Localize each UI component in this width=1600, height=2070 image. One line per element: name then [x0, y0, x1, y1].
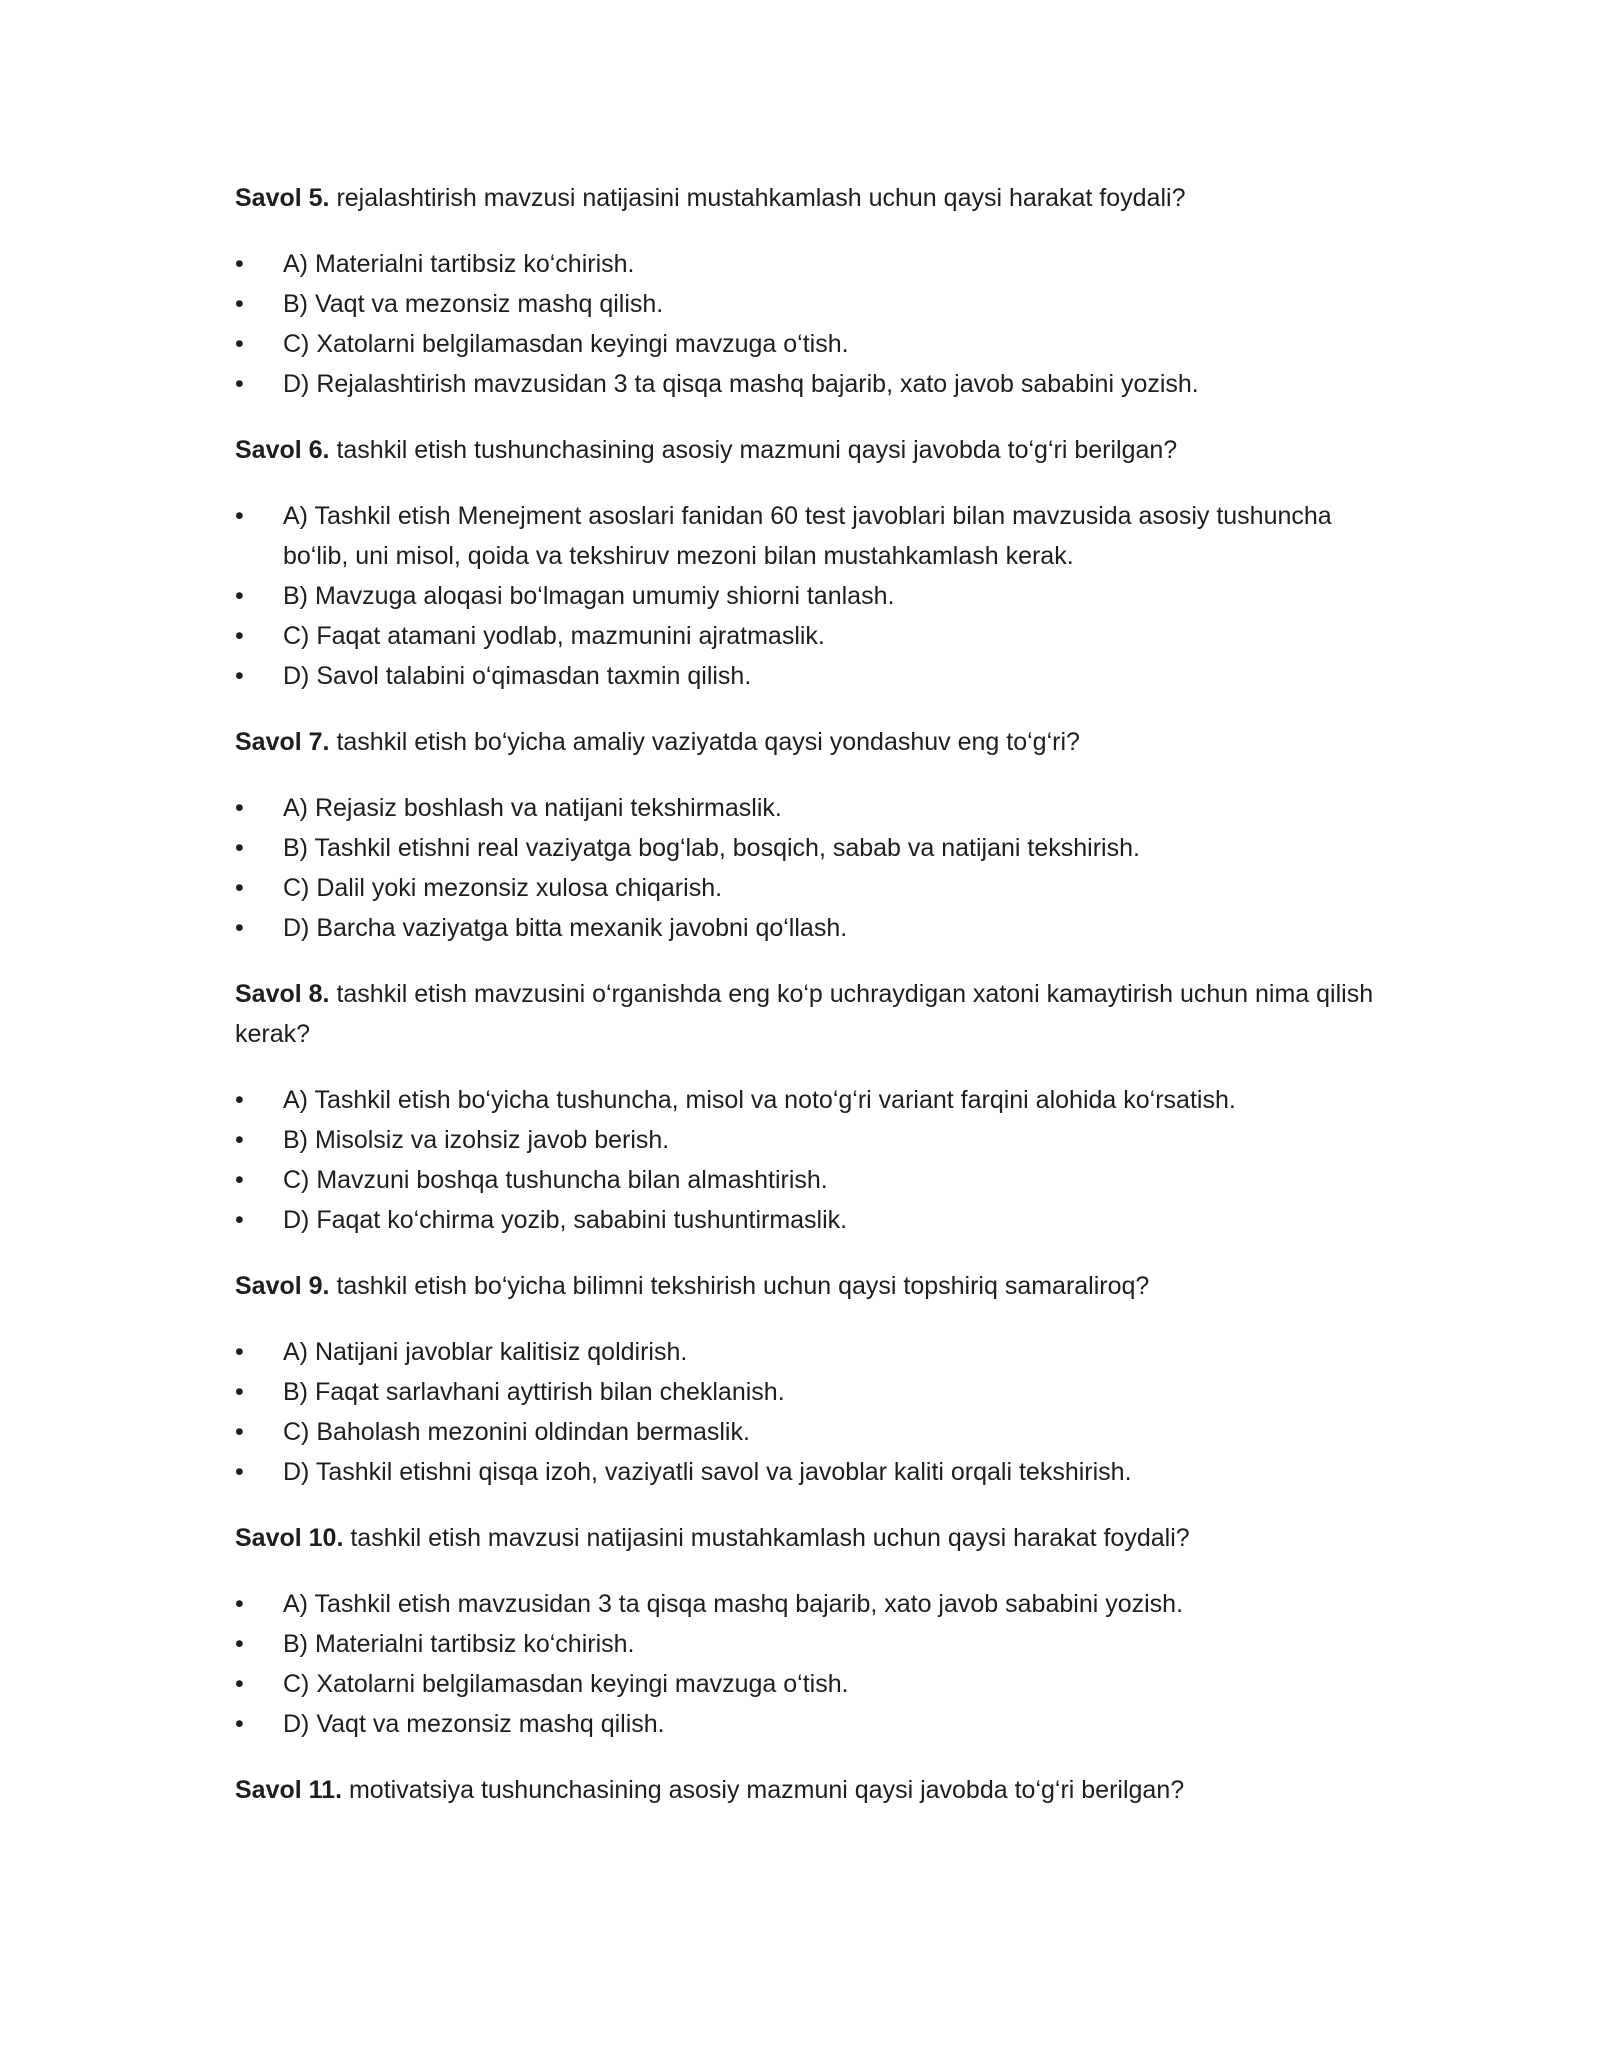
bullet-icon: • [235, 1206, 244, 1234]
answer-options-list [235, 788, 1385, 948]
answer-option-text: A) Materialni tartibsiz ko‘chirish. [283, 250, 635, 278]
bullet-icon: • [235, 1418, 244, 1446]
document-page [235, 178, 1385, 1836]
bullet-icon: • [235, 1338, 244, 1366]
question-label: Savol 7. [235, 728, 330, 756]
answer-option [235, 1120, 1385, 1160]
bullet-icon: • [235, 794, 244, 822]
answer-option-text: D) Barcha vaziyatga bitta mexanik javobni qo‘llash. [283, 914, 848, 942]
bullet-icon: • [235, 1590, 244, 1618]
answer-options-list [235, 244, 1385, 404]
question-body: tashkil etish mavzusini o‘rganishda eng ko‘p uchraydigan xatoni kamaytirish uchun nima qilish kerak? [235, 980, 1374, 1048]
question-label: Savol 11. [235, 1776, 343, 1804]
answer-option-text: B) Faqat sarlavhani ayttirish bilan cheklanish. [283, 1378, 785, 1406]
bullet-icon: • [235, 662, 244, 690]
bullet-icon: • [235, 370, 244, 398]
answer-option-text: A) Tashkil etish Menejment asoslari fanidan 60 test javoblari bilan mavzusida asosiy tushuncha bo‘lib, uni misol, qoida va tekshiruv mezoni bilan mustahkamlash kerak. [283, 502, 1332, 570]
answer-option [235, 324, 1385, 364]
bullet-icon: • [235, 1670, 244, 1698]
answer-option-text: C) Baholash mezonini oldindan bermaslik. [283, 1418, 750, 1446]
answer-option [235, 364, 1385, 404]
bullet-icon: • [235, 914, 244, 942]
answer-option [235, 496, 1385, 576]
bullet-icon: • [235, 1458, 244, 1486]
answer-option-text: C) Dalil yoki mezonsiz xulosa chiqarish. [283, 874, 723, 902]
answer-options-list [235, 1584, 1385, 1744]
bullet-icon: • [235, 622, 244, 650]
answer-option [235, 1332, 1385, 1372]
answer-option [235, 576, 1385, 616]
answer-option-text: D) Vaqt va mezonsiz mashq qilish. [283, 1710, 665, 1738]
bullet-icon: • [235, 250, 244, 278]
answer-option-text: B) Misolsiz va izohsiz javob berish. [283, 1126, 670, 1154]
bullet-icon: • [235, 1378, 244, 1406]
answer-option [235, 828, 1385, 868]
bullet-icon: • [235, 502, 244, 530]
answer-option-text: D) Tashkil etishni qisqa izoh, vaziyatli savol va javoblar kaliti orqali tekshirish. [283, 1458, 1132, 1486]
answer-option [235, 1624, 1385, 1664]
question-text [235, 1518, 1385, 1558]
answer-options-list [235, 1080, 1385, 1240]
question-text [235, 430, 1385, 470]
answer-option [235, 908, 1385, 948]
question-body: rejalashtirish mavzusi natijasini mustahkamlash uchun qaysi harakat foydali? [329, 184, 1186, 212]
question-body: motivatsiya tushunchasining asosiy mazmuni qaysi javobda to‘g‘ri berilgan? [342, 1776, 1185, 1804]
answer-option [235, 616, 1385, 656]
answer-option [235, 1372, 1385, 1412]
bullet-icon: • [235, 330, 244, 358]
question-body: tashkil etish bo‘yicha amaliy vaziyatda qaysi yondashuv eng to‘g‘ri? [329, 728, 1080, 756]
question-label: Savol 6. [235, 436, 330, 464]
answer-option [235, 1452, 1385, 1492]
answer-option [235, 284, 1385, 324]
answer-option-text: D) Savol talabini o‘qimasdan taxmin qilish. [283, 662, 752, 690]
question-text [235, 1770, 1385, 1810]
question-text [235, 722, 1385, 762]
answer-option [235, 1704, 1385, 1744]
question-body: tashkil etish tushunchasining asosiy mazmuni qaysi javobda to‘g‘ri berilgan? [329, 436, 1178, 464]
question-label: Savol 10. [235, 1524, 344, 1552]
bullet-icon: • [235, 1710, 244, 1738]
answer-option-text: B) Tashkil etishni real vaziyatga bog‘lab, bosqich, sabab va natijani tekshirish. [283, 834, 1140, 862]
question-text [235, 974, 1385, 1054]
answer-option-text: B) Vaqt va mezonsiz mashq qilish. [283, 290, 664, 318]
answer-option-text: C) Faqat atamani yodlab, mazmunini ajratmaslik. [283, 622, 825, 650]
answer-option-text: C) Mavzuni boshqa tushuncha bilan almashtirish. [283, 1166, 828, 1194]
answer-option [235, 1160, 1385, 1200]
answer-options-list [235, 496, 1385, 696]
answer-option [235, 1584, 1385, 1624]
answer-option-text: A) Tashkil etish bo‘yicha tushuncha, misol va noto‘g‘ri variant farqini alohida ko‘rsatish. [283, 1086, 1236, 1114]
answer-option-text: A) Natijani javoblar kalitisiz qoldirish. [283, 1338, 688, 1366]
answer-option-text: B) Mavzuga aloqasi bo‘lmagan umumiy shiorni tanlash. [283, 582, 895, 610]
answer-option [235, 1200, 1385, 1240]
bullet-icon: • [235, 290, 244, 318]
answer-option [235, 868, 1385, 908]
question-label: Savol 8. [235, 980, 330, 1008]
answer-option-text: A) Rejasiz boshlash va natijani tekshirmaslik. [283, 794, 782, 822]
answer-option [235, 788, 1385, 828]
answer-option-text: D) Faqat ko‘chirma yozib, sababini tushuntirmaslik. [283, 1206, 848, 1234]
answer-options-list [235, 1332, 1385, 1492]
answer-option [235, 1412, 1385, 1452]
answer-option [235, 1080, 1385, 1120]
answer-option-text: B) Materialni tartibsiz ko‘chirish. [283, 1630, 635, 1658]
question-text [235, 1266, 1385, 1306]
answer-option-text: C) Xatolarni belgilamasdan keyingi mavzuga o‘tish. [283, 1670, 849, 1698]
bullet-icon: • [235, 1126, 244, 1154]
bullet-icon: • [235, 582, 244, 610]
answer-option-text: C) Xatolarni belgilamasdan keyingi mavzuga o‘tish. [283, 330, 849, 358]
answer-option-text: A) Tashkil etish mavzusidan 3 ta qisqa mashq bajarib, xato javob sababini yozish. [283, 1590, 1184, 1618]
question-text [235, 178, 1385, 218]
question-body: tashkil etish mavzusi natijasini mustahkamlash uchun qaysi harakat foydali? [343, 1524, 1190, 1552]
answer-option [235, 1664, 1385, 1704]
answer-option [235, 656, 1385, 696]
answer-option [235, 244, 1385, 284]
question-label: Savol 5. [235, 184, 330, 212]
question-label: Savol 9. [235, 1272, 330, 1300]
question-body: tashkil etish bo‘yicha bilimni tekshirish uchun qaysi topshiriq samaraliroq? [329, 1272, 1150, 1300]
bullet-icon: • [235, 1166, 244, 1194]
bullet-icon: • [235, 834, 244, 862]
bullet-icon: • [235, 1630, 244, 1658]
bullet-icon: • [235, 874, 244, 902]
answer-option-text: D) Rejalashtirish mavzusidan 3 ta qisqa mashq bajarib, xato javob sababini yozish. [283, 370, 1199, 398]
bullet-icon: • [235, 1086, 244, 1114]
